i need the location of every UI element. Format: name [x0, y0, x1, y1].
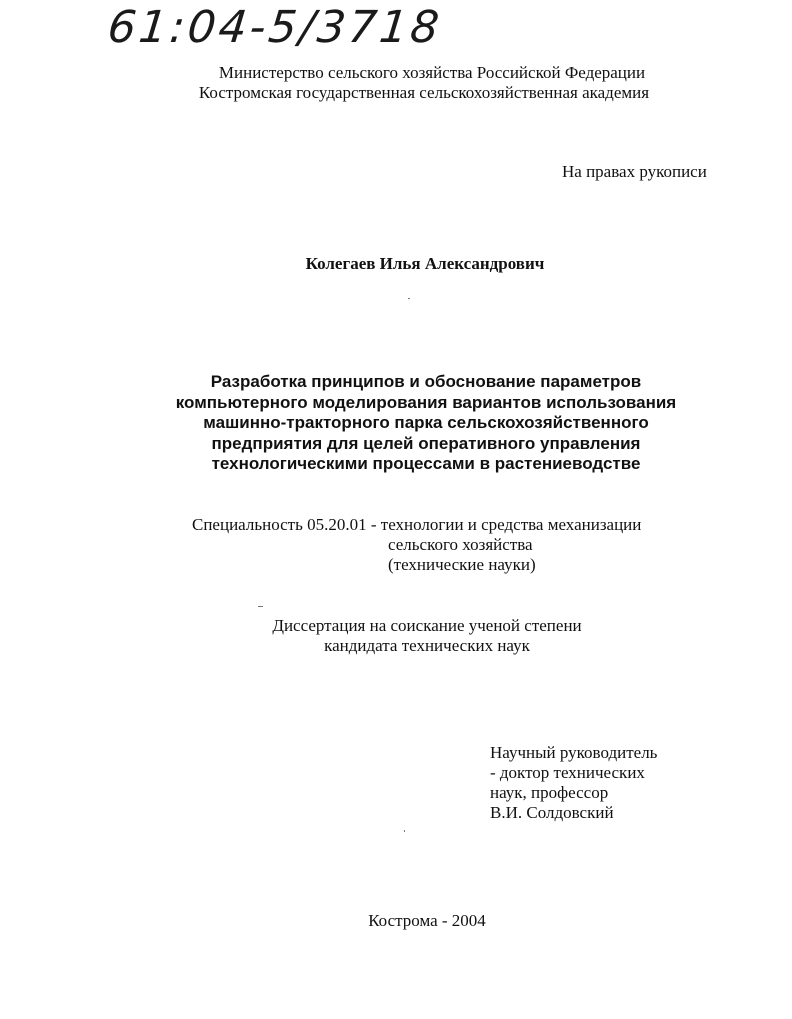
scan-speck	[258, 606, 263, 607]
author-name: Колегаев Илья Александрович	[305, 254, 545, 273]
degree-statement	[272, 616, 581, 656]
rights-note: На правах рукописи	[562, 162, 707, 181]
specialty-line: Специальность 05.20.01 - технологии и средства механизации	[192, 515, 642, 534]
title-line: компьютерного моделирования вариантов использования	[175, 392, 677, 412]
handwritten-archive-code: 61:04-5/3718	[105, 2, 445, 53]
scan-speck	[408, 298, 410, 299]
title-line: технологическими процессами в растениеводстве	[211, 454, 641, 473]
academy-name: Костромская государственная сельскохозяйственная академия	[198, 83, 650, 102]
dissertation-title	[0, 372, 792, 475]
supervisor-block	[490, 743, 657, 823]
ministry-name: Министерство сельского хозяйства Российской Федерации	[218, 63, 646, 82]
supervisor-name: В.И. Солдовский	[490, 803, 614, 822]
degree-line: кандидата технических наук	[324, 636, 530, 655]
degree-line: Диссертация на соискание ученой степени	[272, 616, 582, 635]
specialty-line: (технические науки)	[388, 555, 536, 574]
specialty-line: сельского хозяйства	[388, 535, 533, 554]
city-year: Кострома - 2004	[368, 911, 486, 930]
supervisor-line: Научный руководитель	[490, 743, 658, 762]
scan-speck	[404, 830, 405, 832]
title-line: Разработка принципов и обоснование параметров	[210, 372, 642, 391]
title-line: машинно-тракторного парка сельскохозяйственного	[203, 413, 649, 432]
title-line: предприятия для целей оперативного управления	[211, 433, 641, 453]
supervisor-line: - доктор технических	[490, 763, 645, 782]
specialty-block	[192, 515, 641, 575]
supervisor-line: наук, профессор	[490, 783, 609, 802]
